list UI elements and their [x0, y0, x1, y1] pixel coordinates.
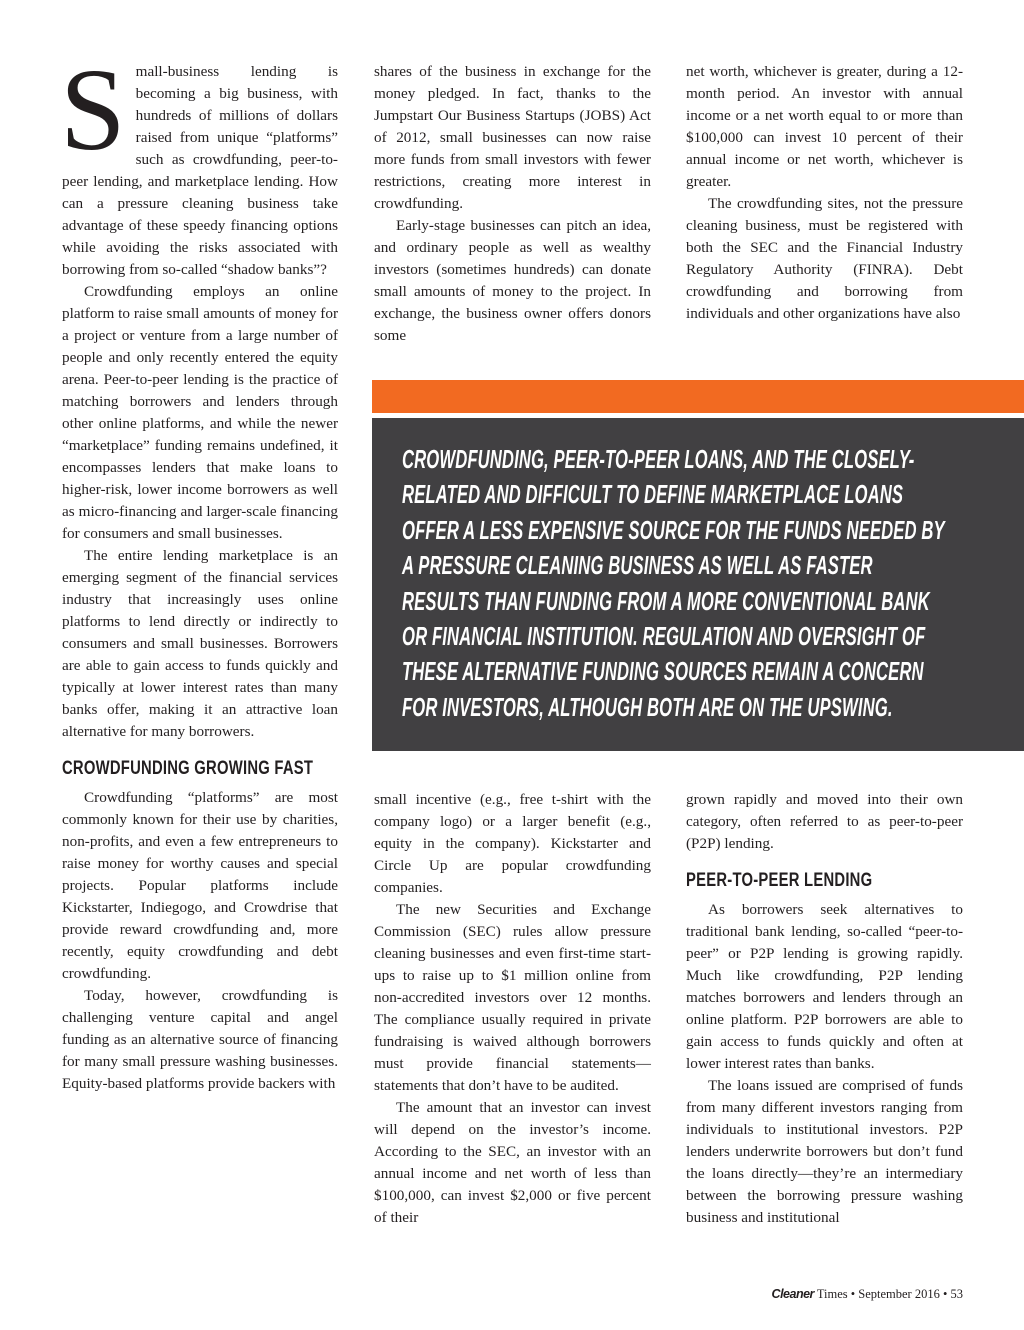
body-paragraph: The crowdfunding sites, not the pressure cleaning business, must be registered with both the SEC and the Financial Industry Regulatory Authority (FINRA). Debt crowdfunding and borrowing from individuals and other organizations have also [686, 195, 963, 322]
body-paragraph: The amount that an investor can invest will depend on the investor’s income. According to the SEC, an investor with an annual income and net worth of less than $100,000, can invest $2,000 or five percent of their [374, 1099, 651, 1226]
accent-bar [372, 380, 1024, 413]
column-3-top [686, 61, 963, 325]
footer-separator: • [850, 1287, 856, 1301]
column-1 [60, 44, 338, 1095]
body-paragraph: grown rapidly and moved into their own category, often referred to as peer-to-peer (P2P) lending. [686, 791, 963, 852]
magazine-brand: Cleaner [771, 1287, 814, 1301]
footer-separator: • [942, 1287, 948, 1301]
drop-cap: S [60, 44, 126, 175]
body-paragraph: small incentive (e.g., free t-shirt with the company logo) or a larger benefit (e.g., equity in the company). Kickstarter and Circle Up are popular crowdfunding companies. [374, 791, 651, 896]
column-2-bottom [374, 789, 651, 1229]
page-number: 53 [950, 1287, 963, 1301]
section-heading-crowdfunding: CROWDFUNDING GROWING FAST [62, 758, 314, 779]
pull-quote-text: CROWDFUNDING, PEER-TO-PEER LOANS, AND THE CLOSELY-RELATED AND DIFFICULT TO DEFINE MARKETPLACE LOANS OFFER A LESS EXPENSIVE SOURCE FOR THE FUNDS NEEDED BY A PRESSURE CLEANING BUSINESS AS WELL AS FASTER RESULTS THAN FUNDING FROM A MORE CONVENTIONAL BANK OR FINANCIAL INSTITUTION. REGULATION AND OVERSIGHT OF THESE ALTERNATIVE FUNDING SOURCES REMAIN A CONCERN FOR INVESTORS, ALTHOUGH BOTH ARE ON THE UPSWING. [402, 444, 945, 722]
body-paragraph: Early-stage businesses can pitch an idea, and ordinary people as well as wealthy investors (sometimes hundreds) can donate small amounts of money to the project. In exchange, the business owner offers donors some [374, 217, 651, 344]
body-paragraph: Today, however, crowdfunding is challenging venture capital and angel funding as an alternative source of financing for many small pressure washing businesses. Equity-based platforms provide backers with [62, 987, 338, 1092]
body-paragraph: The entire lending marketplace is an emerging segment of the financial services industry that increasingly uses online platforms to lend directly or indirectly to consumers and small businesses. Borrowers are able to gain access to funds quickly and typically at lower interest rates than many banks offer, making it an attractive loan alternative for many borrowers. [62, 547, 338, 740]
body-paragraph: Crowdfunding employs an online platform to raise small amounts of money for a project or venture from a large number of people and only recently entered the equity arena. Peer-to-peer lending is the practice of matching borrowers and lenders through other online platforms, and while the newer “marketplace” funding remains undefined, it encompasses lenders that make loans to higher-risk, lower income borrowers as well as micro-financing and larger-scale financing for consumers and small businesses. [62, 283, 338, 542]
body-paragraph: The loans issued are comprised of funds from many different investors ranging from individuals to institutional investors. P2P lenders underwrite borrowers but don’t fund the loans directly—they’re an intermediary between the borrowing pressure washing business and institutional [686, 1077, 963, 1226]
intro-paragraph: mall-business lending is becoming a big business, with hundreds of millions of dollars raised from unique “platforms” such as crowdfunding, peer-to-peer lending, and marketplace lending. How can a pressure cleaning business take advantage of these speedy financing options while avoiding the risks associated with borrowing from so-called “shadow banks”? [62, 63, 338, 278]
body-paragraph: Crowdfunding “platforms” are most commonly known for their use by charities, non-profits, and even a few entrepreneurs to raise money for worthy causes and special projects. Popular platforms include Kickstarter, Indiegogo, and Crowdrise that provide reward crowdfunding and, more recently, equity crowdfunding and debt crowdfunding. [62, 789, 338, 982]
column-3-bottom [686, 789, 963, 1229]
body-paragraph: As borrowers seek alternatives to traditional bank lending, so-called “peer-to-peer” or P2P lending is growing rapidly. Much like crowdfunding, P2P lending matches borrowers and lenders through an online platform. P2P borrowers are able to gain access to funds quickly and often at lower interest rates than banks. [686, 901, 963, 1072]
pull-quote-box [372, 418, 1024, 751]
section-heading-p2p: PEER-TO-PEER LENDING [686, 870, 873, 891]
column-2-top [374, 61, 651, 347]
page-footer [772, 1287, 963, 1302]
issue-date: September 2016 [858, 1287, 940, 1301]
body-paragraph: The new Securities and Exchange Commission (SEC) rules allow pressure cleaning businesses and even first-time start-ups to raise up to $1 million online from non-accredited investors over 12 months. The compliance usually required in private fundraising is waived although borrowers must provide financial statements—statements that don’t have to be audited. [374, 901, 651, 1094]
magazine-name: Times [816, 1287, 848, 1301]
body-paragraph: shares of the business in exchange for the money pledged. In fact, thanks to the Jumpstart Our Business Startups (JOBS) Act of 2012, small businesses can now raise more funds from small investors with fewer restrictions, creating more interest in crowdfunding. [374, 63, 651, 212]
body-paragraph: net worth, whichever is greater, during a 12-month period. An investor with annual income or a net worth equal to or more than $100,000 can invest 10 percent of their annual income or net worth, whichever is greater. [686, 63, 963, 190]
